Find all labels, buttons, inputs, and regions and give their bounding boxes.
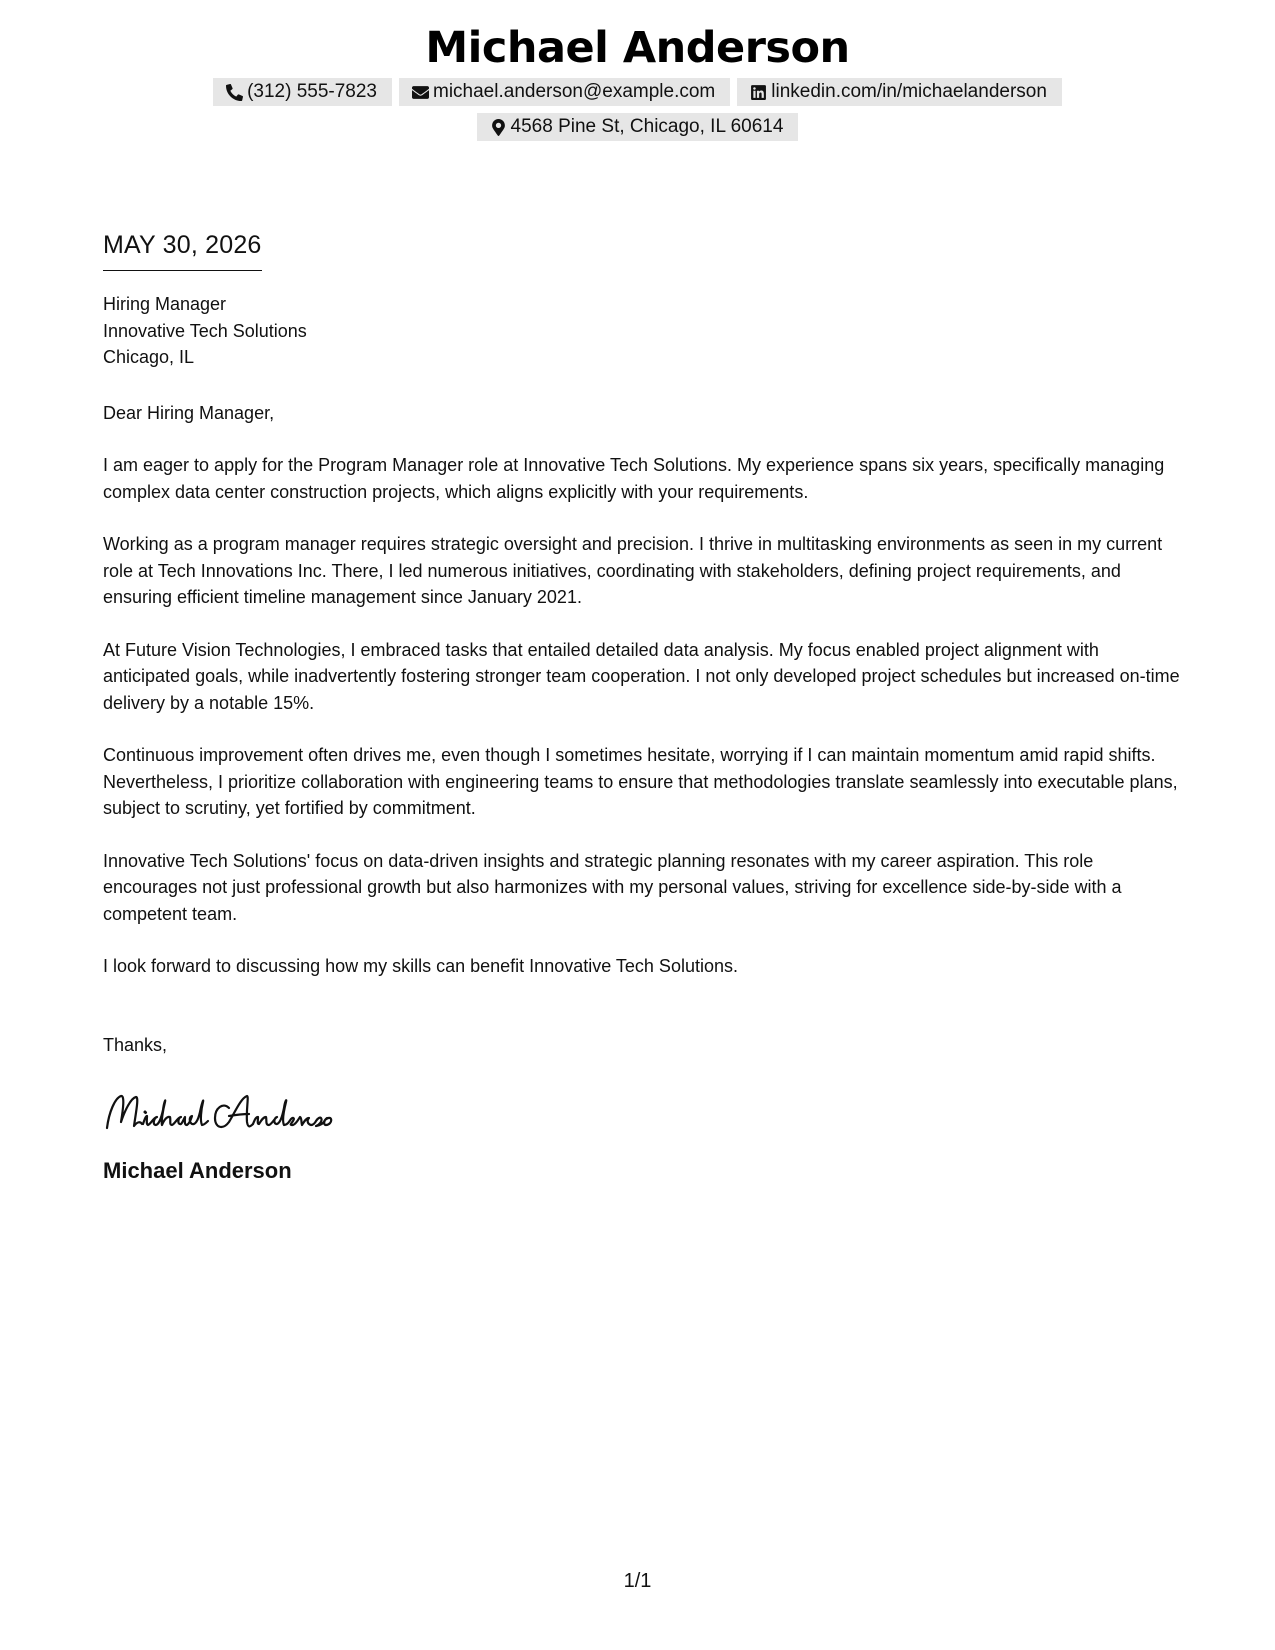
linkedin-chip — [737, 78, 1062, 106]
recipient-block — [103, 291, 1183, 371]
contact-row-secondary — [0, 113, 1275, 141]
recipient-line: Chicago, IL — [103, 347, 195, 367]
linkedin-icon — [750, 84, 767, 101]
body-paragraph: I am eager to apply for the Program Manager role at Innovative Tech Solutions. My experience spans six years, specifically managing complex data center construction projects, which aligns explicitly with your requirements. — [103, 455, 1165, 502]
linkedin-text: linkedin.com/in/michaelanderson — [771, 81, 1047, 102]
page-number: 1/1 — [623, 1570, 652, 1592]
salutation: Dear Hiring Manager, — [103, 402, 275, 423]
address-chip — [477, 113, 799, 141]
body-paragraph: Working as a program manager requires strategic oversight and precision. I thrive in multitasking environments as seen in my current role at Tech Innovations Inc. There, I led numerous initiatives, coordinating with stakeholders, defining project requirements, and ensuring efficient timeline management since January 2021. — [103, 534, 1163, 607]
recipient-line: Hiring Manager — [103, 294, 227, 314]
map-pin-icon — [490, 119, 507, 136]
letter-header — [0, 18, 1275, 141]
phone-icon — [226, 84, 243, 101]
email-text: michael.anderson@example.com — [433, 81, 716, 102]
handwritten-signature — [103, 1088, 373, 1140]
address-text: 4568 Pine St, Chicago, IL 60614 — [510, 116, 784, 137]
signed-name: Michael Anderson — [103, 1158, 292, 1183]
body-paragraph: At Future Vision Technologies, I embraced tasks that entailed detailed data analysis. My focus enabled project alignment with anticipated goals, while inadvertently fostering stronger team cooperation. I not only developed project schedules but increased on-time delivery by a notable 15%. — [103, 639, 1180, 713]
sender-name: Michael Anderson — [425, 23, 850, 73]
letter-date: MAY 30, 2026 — [103, 228, 262, 271]
phone-text: (312) 555-7823 — [247, 81, 377, 102]
phone-chip — [213, 78, 392, 106]
signature-drawing — [103, 1088, 373, 1140]
body-paragraph: Innovative Tech Solutions' focus on data-driven insights and strategic planning resonates with my career aspiration. This role encourages not just professional growth but also harmonizes with my personal values, striving for excellence side-by-side with a competent team. — [103, 850, 1122, 924]
body-paragraph: Continuous improvement often drives me, even though I sometimes hesitate, worrying if I can maintain momentum amid rapid shifts. Nevertheless, I prioritize collaboration with engineering teams to ensure that methodologies translate seamlessly into executable plans, subject to scrutiny, yet fortified by commitment. — [103, 745, 1178, 818]
contact-row-primary — [0, 78, 1275, 106]
letter-body — [103, 228, 1183, 1185]
envelope-icon — [412, 84, 429, 101]
closing: Thanks, — [103, 1034, 168, 1055]
recipient-line: Innovative Tech Solutions — [103, 320, 307, 341]
email-chip — [399, 78, 730, 106]
body-paragraph: I look forward to discussing how my skills can benefit Innovative Tech Solutions. — [103, 956, 738, 976]
